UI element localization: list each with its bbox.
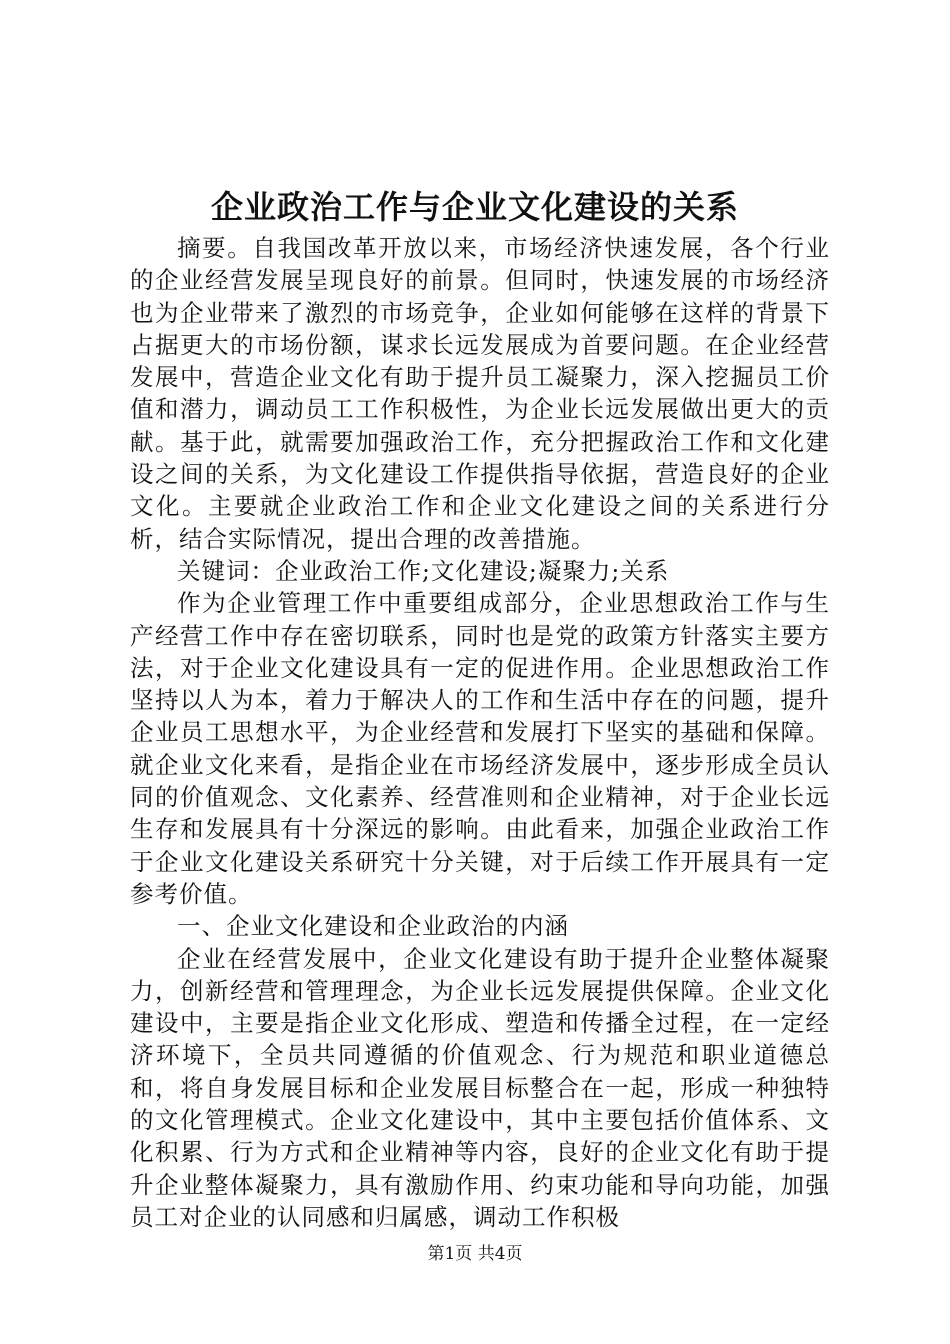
section-paragraph: 企业在经营发展中，企业文化建设有助于提升企业整体凝聚力，创新经营和管理理念，为企业长远发展提供保障。企业文化建设中，主要是指企业文化形成、塑造和传播全过程，在一定经济环境下，全员共同遵循的价值观念、行为规范和职业道德总和，将自身发展目标和企业发展目标整合在一起，形成一种独特的文化管理模式。企业文化建设中，其中主要包括价值体系、文化积累、行为方式和企业精神等内容，良好的企业文化有助于提升企业整体凝聚力，具有激励作用、约束功能和导向功能，加强员工对企业的认同感和归属感，调动工作积极 bbox=[130, 944, 830, 1231]
document-title: 企业政治工作与企业文化建设的关系 bbox=[210, 188, 739, 226]
intro-paragraph: 作为企业管理工作中重要组成部分，企业思想政治工作与生产经营工作中存在密切联系，同时也是党的政策方针落实主要方法，对于企业文化建设具有一定的促进作用。企业思想政治工作坚持以人为本，着力于解决人的工作和生活中存在的问题，提升企业员工思想水平，为企业经营和发展打下坚实的基础和保障。就企业文化来看，是指企业在市场经济发展中，逐步形成全员认同的价值观念、文化素养、经营准则和企业精神，对于企业长远生存和发展具有十分深远的影响。由此看来，加强企业政治工作于企业文化建设关系研究十分关键，对于后续工作开展具有一定参考价值。 bbox=[130, 589, 830, 908]
document-body bbox=[130, 232, 830, 1233]
keywords-paragraph: 关键词：企业政治工作;文化建设;凝聚力;关系 bbox=[177, 556, 670, 585]
section-heading: 一、企业文化建设和企业政治的内涵 bbox=[177, 912, 569, 941]
page-footer: 第1页 共4页 bbox=[427, 1244, 523, 1264]
abstract-paragraph: 摘要。自我国改革开放以来，市场经济快速发展，各个行业的企业经营发展呈现良好的前景。但同时，快速发展的市场经济也为企业带来了激烈的市场竞争，企业如何能够在这样的背景下占据更大的市场份额，谋求长远发展成为首要问题。在企业经营发展中，营造企业文化有助于提升员工凝聚力，深入挖掘员工价值和潜力，调动员工工作积极性，为企业长远发展做出更大的贡献。基于此，就需要加强政治工作，充分把握政治工作和文化建设之间的关系，为文化建设工作提供指导依据，营造良好的企业文化。主要就企业政治工作和企业文化建设之间的关系进行分析，结合实际情况，提出合理的改善措施。 bbox=[130, 234, 830, 553]
